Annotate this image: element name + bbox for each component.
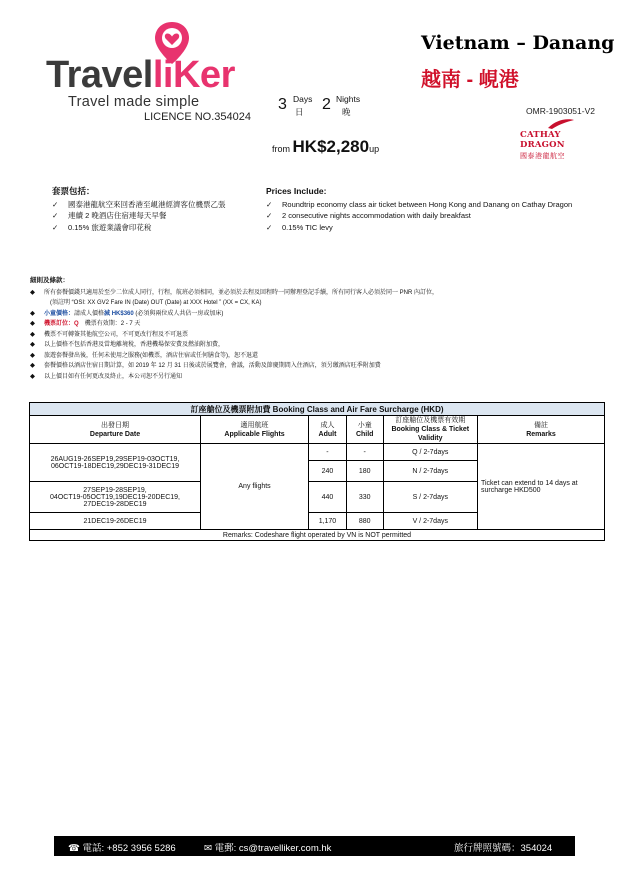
column-header: 適用航班 Applicable Flights — [201, 416, 309, 444]
check-icon: ✓ — [52, 211, 59, 220]
fare-table — [29, 402, 605, 541]
adult-surcharge: - — [309, 444, 347, 461]
inclusions-zh — [52, 186, 226, 233]
list-item: ✓ 0.15% TIC levy — [266, 222, 333, 232]
column-header: 備註 Remarks — [477, 416, 604, 444]
list-item: ✓ 2 consecutive nights accommodation with daily breakfast — [266, 211, 471, 220]
list-item: ◆ 機票訂位：Q 機票有效期：2 - 7 天 — [30, 319, 590, 330]
brand-tagline: Travel made simple — [68, 94, 200, 110]
list-item: (須註明 “OSI: XX GV2 Fare IN (Date) OUT (Date) at XXX Hotel ” (XX = CX, KA) — [50, 300, 262, 306]
booking-class: N / 2-7days — [383, 461, 477, 482]
booking-class: Q / 2-7days — [383, 444, 477, 461]
footer-licence: 旅行牌照號碼：354024 — [454, 843, 553, 854]
adult-surcharge: 1,170 — [309, 513, 347, 530]
duration-nights: 2 Nights 晚 — [322, 94, 361, 117]
list-item: ◆ 以上價格不包括香港及當地離境稅，香港機場保安費及燃油附加費， — [30, 340, 590, 351]
destination-title-zh: 越南 - 峴港 — [421, 69, 519, 91]
inclusions-heading-zh: 套票包括： — [52, 186, 95, 196]
footer-email: ✉ 電郵: cs@travelliker.com.hk — [204, 843, 332, 854]
terms-heading: 細則及條款： — [30, 277, 69, 284]
list-item: ✓ 連續 2 晚酒店住宿連每天早餐 — [52, 211, 167, 220]
column-header: 出發日期 Departure Date — [30, 416, 201, 444]
table-row — [30, 444, 605, 461]
column-header: 訂座艙位及機票有效期 Booking Class & Ticket Validity — [383, 416, 477, 444]
footer-phone: ☎ 電話: +852 3956 5286 — [68, 843, 176, 854]
adult-surcharge: 240 — [309, 461, 347, 482]
table-header-row — [30, 416, 605, 444]
list-item: ✓ 0.15% 旅遊業議會印花稅 — [52, 222, 152, 232]
check-icon: ✓ — [266, 199, 273, 209]
duration-days: 3 Days 日 — [278, 94, 313, 117]
child-surcharge: - — [346, 444, 383, 461]
list-item: ◆ 機票不可轉簽其他航空公司，不可更改行程及不可退票 — [30, 330, 590, 341]
diamond-bullet-icon: ◆ — [30, 362, 35, 369]
terms-and-conditions — [30, 276, 590, 382]
list-item: ◆ 所有套餐價錢只適用於至少二位成人同行，行程，航班必須相同，並必須於去程及回程時一同辦理登記手續，所有同行客人必須於同一 PNR 內訂位， — [30, 288, 590, 299]
check-icon: ✓ — [266, 211, 273, 220]
destination-title-en: Vietnam – Danang — [421, 32, 615, 54]
column-header: 小童 Child — [346, 416, 383, 444]
list-item: ◆ 旅遊套餐發出後，任何未使用之服務(如機票，酒店住宿或任何膳食等)，恕不退還 — [30, 351, 590, 362]
table-remarks: Ticket can extend to 14 days at surcharge HKD500 — [477, 444, 604, 530]
diamond-bullet-icon: ◆ — [30, 372, 35, 380]
diamond-bullet-icon: ◆ — [30, 320, 35, 327]
inclusions-heading-en: Prices Include: — [266, 186, 327, 196]
departure-dates: 26AUG19-26SEP19,29SEP19-03OCT19, 06OCT19-18DEC19,29DEC19-31DEC19 — [30, 444, 201, 482]
departure-dates: 21DEC19-26DEC19 — [30, 513, 201, 530]
diamond-bullet-icon: ◆ — [30, 351, 35, 359]
price-from: from HK$2,280up — [272, 137, 380, 156]
table-footnote: Remarks: Codeshare flight operated by VN is NOT permitted — [30, 530, 605, 541]
table-title: 訂座艙位及機票附加費 Booking Class and Air Fare Surcharge (HKD) — [30, 403, 605, 416]
inclusions-en — [266, 186, 572, 233]
list-item: ✓ 國泰港龍航空來回香港至峴港經濟客位機票乙張 — [52, 199, 226, 209]
airline-wing-icon — [546, 118, 576, 130]
list-item: ◆ 套餐價格以酒店住宿日期計算，如 2019 年 12 月 31 日後或於展覽會，會議，活動及節慶期間入住酒店，須另繳酒店旺季附加費 — [30, 361, 590, 372]
child-surcharge: 880 — [346, 513, 383, 530]
brand-name: TravelliKer — [46, 54, 235, 96]
diamond-bullet-icon: ◆ — [30, 341, 35, 348]
licence-number: LICENCE NO.354024 — [144, 111, 251, 123]
check-icon: ✓ — [52, 199, 59, 209]
airline-logo — [520, 130, 602, 161]
child-surcharge: 330 — [346, 482, 383, 513]
list-item: ◆ 以上價目如有任何更改及終止，本公司恕不另行通知 — [30, 372, 590, 383]
airline-name: CATHAY DRAGON — [520, 130, 565, 150]
diamond-bullet-icon: ◆ — [30, 309, 35, 317]
child-surcharge: 180 — [346, 461, 383, 482]
list-item: ◆ 小童價格：請成人價格減 HK$360 (必須與兩位成人共佔一房或加床) — [30, 309, 590, 320]
check-icon: ✓ — [266, 222, 273, 232]
check-icon: ✓ — [52, 222, 59, 232]
departure-dates: 27SEP19-28SEP19, 04OCT19-05OCT19,19DEC19-20DEC19, 27DEC19-28DEC19 — [30, 482, 201, 513]
column-header: 成人 Adult — [309, 416, 347, 444]
adult-surcharge: 440 — [309, 482, 347, 513]
footer-bar — [54, 836, 575, 856]
diamond-bullet-icon: ◆ — [30, 288, 35, 296]
diamond-bullet-icon: ◆ — [30, 330, 35, 338]
price-amount: HK$2,280 — [292, 137, 370, 156]
airline-name-zh: 國泰港龍航空 — [520, 153, 565, 160]
booking-class: S / 2-7days — [383, 482, 477, 513]
table-footnote-row — [30, 530, 605, 541]
product-code: OMR-1903051-V2 — [526, 106, 595, 116]
booking-class: V / 2-7days — [383, 513, 477, 530]
applicable-flights: Any flights — [201, 444, 309, 530]
list-item: ✓ Roundtrip economy class air ticket between Hong Kong and Danang on Cathay Dragon — [266, 199, 573, 209]
